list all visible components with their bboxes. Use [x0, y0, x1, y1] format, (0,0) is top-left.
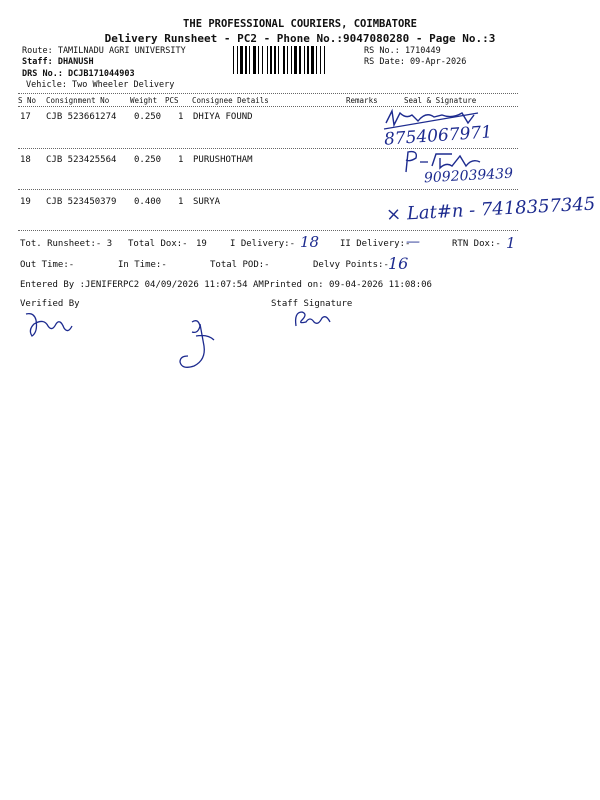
row-17-weight: 0.250 [134, 112, 162, 122]
rs-date: RS Date: 09-Apr-2026 [364, 57, 467, 67]
delvy-points-label: Delvy Points:- [313, 260, 389, 270]
rtn-dox-label: RTN Dox:- [452, 239, 501, 249]
rs-number: RS No.: 1710449 [364, 46, 441, 56]
row-19-pcs: 1 [178, 197, 184, 207]
ii-delivery-handwritten: — [406, 234, 420, 250]
col-weight: Weight [130, 96, 158, 105]
row-17-consignment: CJB 523661274 [46, 112, 117, 122]
tot-runsheet: Tot. Runsheet:- 3 [20, 239, 113, 249]
col-consignee: Consignee Details [192, 96, 269, 105]
row-18-pcs: 1 [178, 155, 184, 165]
col-sno: S No [18, 96, 37, 105]
col-pcs: PCS [165, 96, 179, 105]
delvy-points-handwritten: 16 [388, 254, 409, 273]
company-title: THE PROFESSIONAL COURIERS, COIMBATORE [183, 18, 417, 30]
runsheet-subtitle: Delivery Runsheet - PC2 - Phone No.:9047080280 - Page No.:3 [104, 32, 496, 45]
ii-delivery-label: II Delivery:- [340, 239, 411, 249]
row-19-rule [18, 230, 518, 231]
row-19-consignment: CJB 523450379 [46, 197, 117, 207]
out-time-label: Out Time:- [20, 260, 75, 270]
col-seal-signature: Seal & Signature [404, 96, 477, 105]
staff-signature-label: Staff Signature [271, 299, 353, 309]
row-18-phone-handwritten: 9092039439 [423, 165, 514, 187]
verified-by-signature [24, 308, 74, 340]
route-label: Route: TAMILNADU AGRI UNIVERSITY [22, 46, 186, 56]
printed-on: Printed on: 09-04-2026 11:08:06 [264, 280, 432, 290]
verified-by-label: Verified By [20, 299, 80, 309]
row-18-consignee: PURUSHOTHAM [193, 155, 253, 165]
barcode [233, 46, 361, 74]
header-top-rule [18, 93, 518, 94]
row-18-rule [18, 189, 518, 190]
vehicle-label: Vehicle: Two Wheeler Delivery [26, 80, 175, 90]
row-18-sno: 18 [20, 155, 31, 165]
entered-by: Entered By :JENIFERPC2 04/09/2026 11:07:54 AM [20, 280, 264, 290]
drs-number: DRS No.: DCJB171044903 [22, 69, 135, 79]
in-time-label: In Time:- [118, 260, 167, 270]
row-18-consignment: CJB 523425564 [46, 155, 117, 165]
rtn-dox-handwritten: 1 [506, 234, 516, 252]
row-19-sno: 19 [20, 197, 31, 207]
row-19-weight: 0.400 [134, 197, 162, 207]
row-17-sno: 17 [20, 112, 31, 122]
row-17-phone-handwritten: 8754067971 [383, 122, 493, 150]
total-dox-value: 19 [196, 239, 207, 249]
total-dox-label: Total Dox:- [128, 239, 188, 249]
row-17-pcs: 1 [178, 112, 184, 122]
i-delivery-label: I Delivery:- [230, 239, 296, 249]
row-17-consignee: DHIYA FOUND [193, 112, 253, 122]
row-18-weight: 0.250 [134, 155, 162, 165]
col-remarks: Remarks [346, 96, 378, 105]
col-consignment: Consignment No [46, 96, 110, 105]
i-delivery-handwritten: 18 [300, 233, 320, 251]
row-19-note-handwritten: × Lat#n - 7418357345 [385, 193, 596, 226]
staff-label: Staff: DHANUSH [22, 57, 94, 67]
total-pod-label: Total POD:- [210, 260, 270, 270]
middle-signature [174, 316, 222, 374]
row-19-consignee: SURYA [193, 197, 221, 207]
staff-signature [292, 306, 336, 330]
